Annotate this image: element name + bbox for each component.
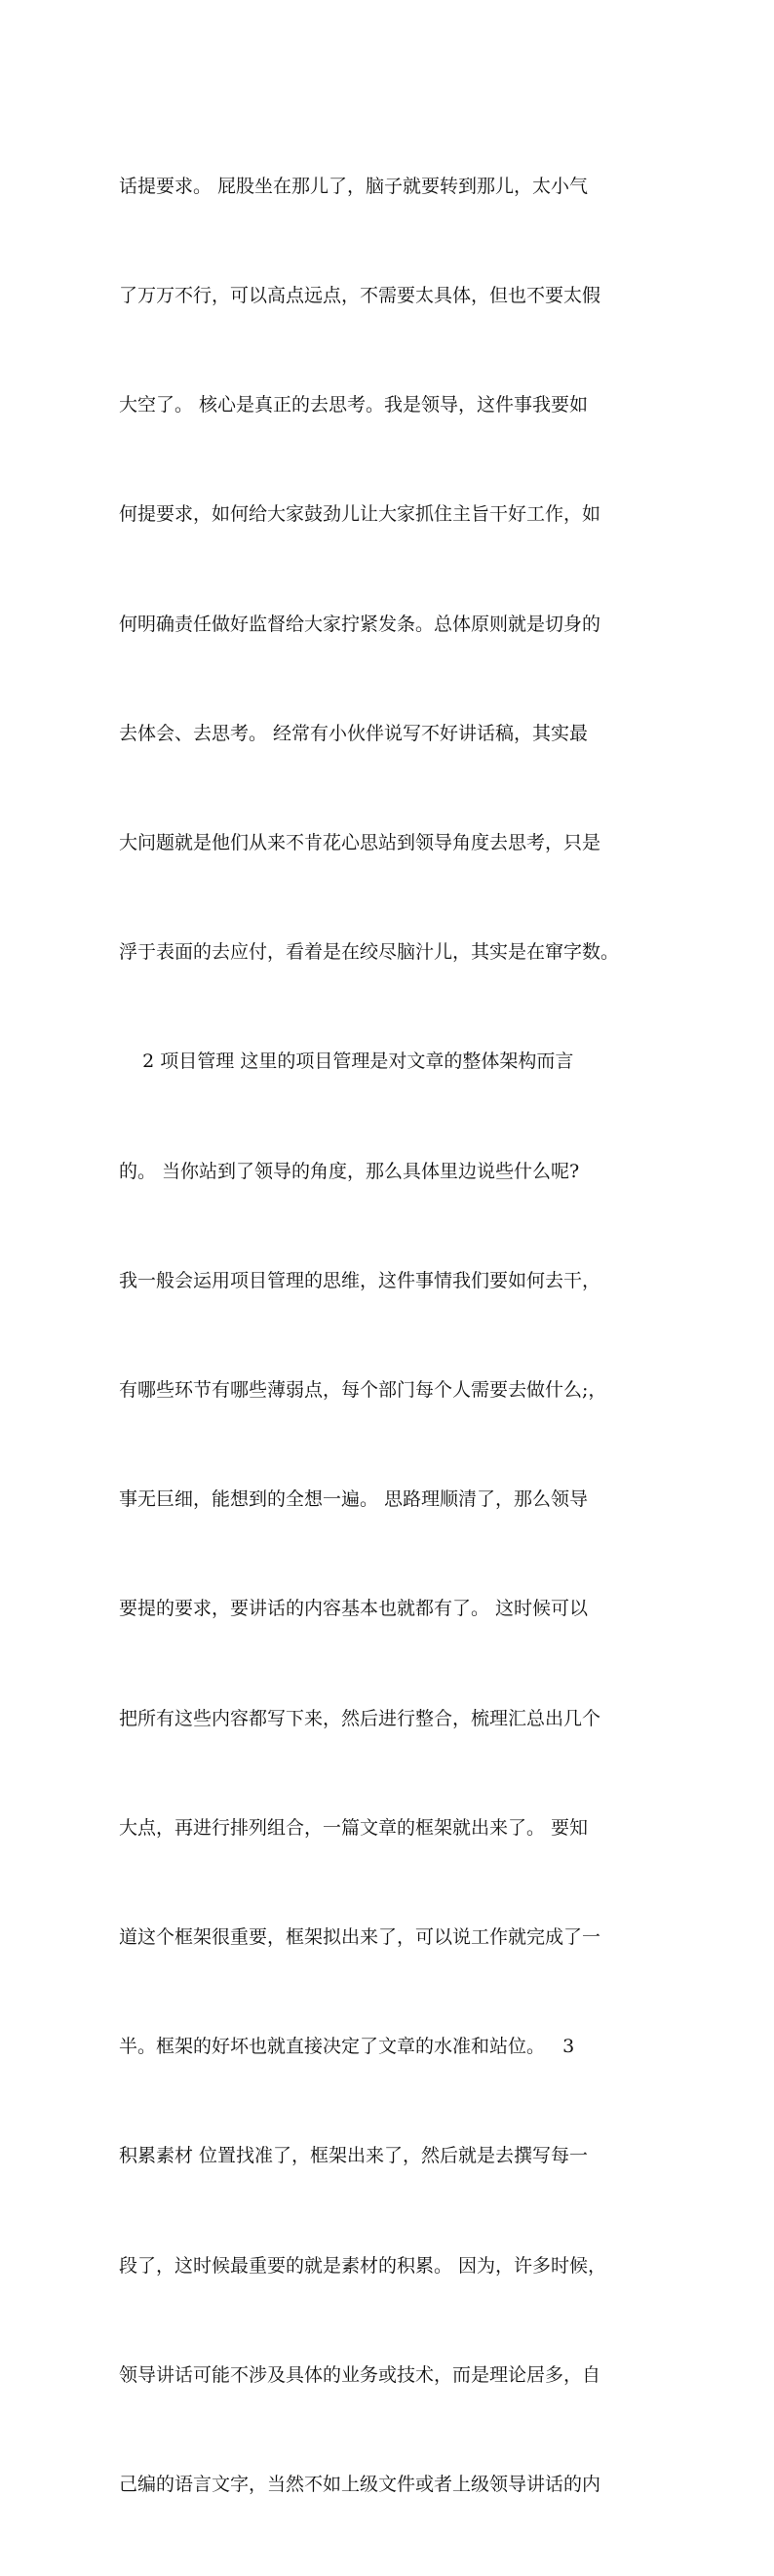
text-line-18: 半。框架的好坏也就直接决定了文章的水准和站位。 3	[119, 2036, 575, 2058]
text-line-6: 去体会、去思考。 经常有小伙伴说写不好讲话稿，其实最	[119, 722, 589, 744]
text-line-11: 我一般会运用项目管理的思维，这件事情我们要如何去干，	[119, 1269, 601, 1291]
text-line-15: 把所有这些内容都写下来，然后进行整合，梳理汇总出几个	[119, 1707, 601, 1729]
text-line-10: 的。 当你站到了领导的角度，那么具体里边说些什么呢?	[119, 1160, 580, 1182]
text-line-2: 了万万不行，可以高点远点，不需要太具体，但也不要太假	[119, 285, 601, 307]
text-line-5: 何明确责任做好监督给大家拧紧发条。总体原则就是切身的	[119, 613, 601, 635]
text-line-16: 大点，再进行排列组合，一篇文章的框架就出来了。 要知	[119, 1816, 589, 1839]
text-line-22: 己编的语言文字，当然不如上级文件或者上级领导讲话的内	[119, 2474, 601, 2496]
body-text	[119, 96, 663, 2576]
text-line-7: 大问题就是他们从来不肯花心思站到领导角度去思考，只是	[119, 832, 601, 854]
text-line-17: 道这个框架很重要，框架拟出来了，可以说工作就完成了一	[119, 1926, 601, 1949]
text-line-1: 话提要求。 屁股坐在那儿了，脑子就要转到那儿，太小气	[119, 175, 589, 197]
text-line-12: 有哪些环节有哪些薄弱点，每个部门每个人需要去做什么;，	[119, 1379, 607, 1402]
text-line-14: 要提的要求，要讲话的内容基本也就都有了。 这时候可以	[119, 1598, 589, 1620]
text-line-3: 大空了。 核心是真正的去思考。我是领导，这件事我要如	[119, 394, 589, 416]
text-line-13: 事无巨细，能想到的全想一遍。 思路理顺清了，那么领导	[119, 1488, 589, 1511]
text-line-4: 何提要求，如何给大家鼓劲儿让大家抓住主旨干好工作，如	[119, 503, 601, 526]
text-line-20: 段了，这时候最重要的就是素材的积累。 因为，许多时候，	[119, 2254, 607, 2277]
text-line-8: 浮于表面的去应付，看着是在绞尽脑汁儿，其实是在窜字数。	[119, 941, 620, 964]
text-line-19: 积累素材 位置找准了，框架出来了，然后就是去撰写每一	[119, 2145, 589, 2167]
text-line-21: 领导讲话可能不涉及具体的业务或技术，而是理论居多，自	[119, 2363, 601, 2386]
text-line-9: 2 项目管理 这里的项目管理是对文章的整体架构而言	[119, 1050, 574, 1073]
